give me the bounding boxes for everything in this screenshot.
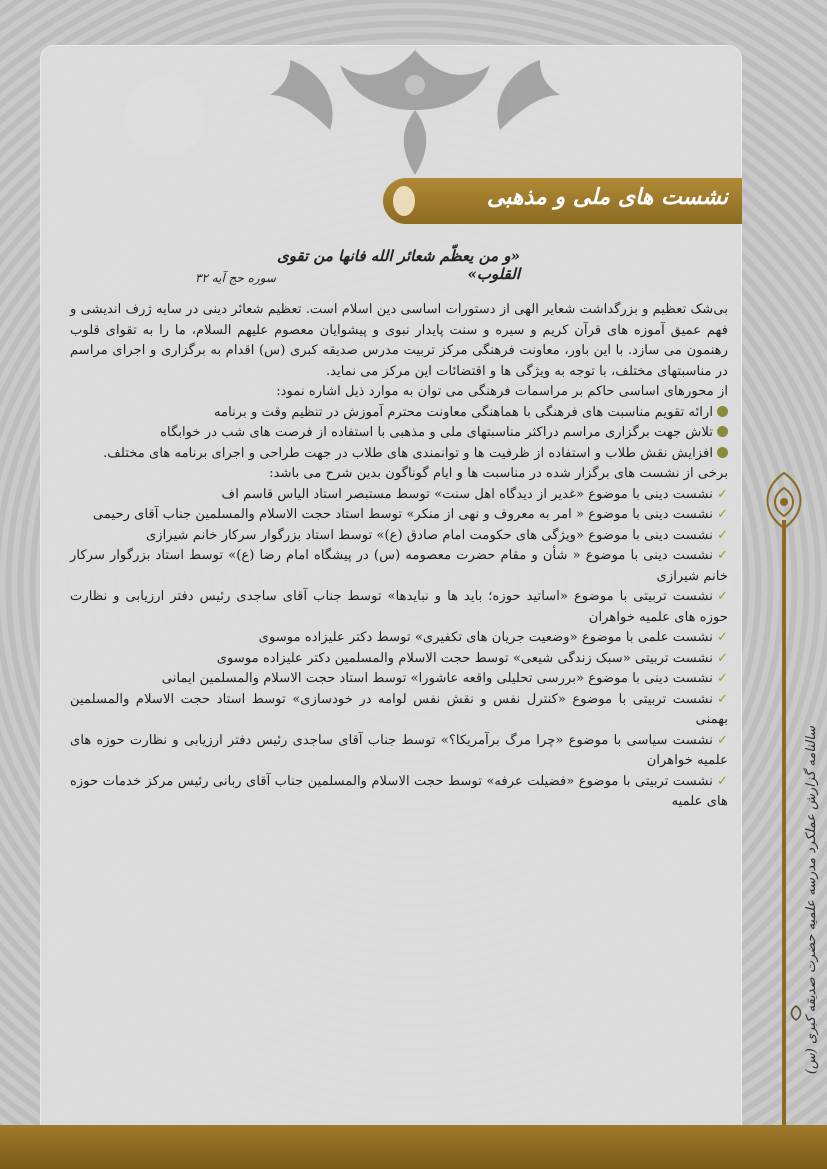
intro-paragraph: بی‌شک تعظیم و بزرگداشت شعایر الهی از دستورات اساسی دین اسلام است. تعظیم شعائر دینی در سایه ژرف اندیشی و فهم عمیق آموزه های قرآن کریم و سیره و سنت پایدار نبوی و پیشوایان معصوم علیهم السلام، ما را به تقوای قلوب رهنمون می سازد. با این باور، معاونت فرهنگی مرکز تربیت مدرس صدیقه کبری (س) اقدام به برگزاری و اجرای مراسم در مناسبتهای مختلف، با توجه به ویژگی ها و اقتضائات این مرکز می نماید. (70, 302, 728, 379)
session-item-text: نشست سیاسی با موضوع «چرا مرگ برآمریکا؟» توسط جناب آقای ساجدی رئیس دفتر ارزیابی و نظارت حوزه های علمیه خواهران (70, 732, 728, 768)
list-item (70, 669, 728, 690)
check-icon: ✓ (716, 773, 728, 789)
leaf-icon (788, 1005, 804, 1021)
list-item (70, 772, 728, 813)
session-item-text: نشست دینی با موضوع « شأن و مقام حضرت معصومه (س) در پیشگاه امام رضا (ع)» توسط استاد بزرگوار سرکار خانم شیرازی (70, 548, 728, 584)
check-icon: ✓ (716, 527, 728, 543)
footer-band (0, 1125, 827, 1169)
check-icon: ✓ (716, 486, 728, 502)
axis-item-text: افزایش نقش طلاب و استفاده از ظرفیت ها و توانمندی های طلاب در جهت طراحی و اجرای برنامه های مختلف. (103, 445, 713, 461)
check-icon: ✓ (716, 507, 728, 522)
section-title-band (383, 178, 742, 224)
list-item (70, 690, 728, 731)
section-title: نشست های ملی و مذهبی (486, 184, 728, 210)
list-item (70, 546, 728, 587)
list-item (70, 628, 728, 649)
bullet-dot-icon (717, 426, 728, 437)
quran-verse: «و من یعظّم شعائر الله فانها من تقوی القلوب» (276, 247, 520, 283)
side-caption: سالنامه گزارش عملکرد مدرسه علمیه حضرت صدیقه کبری (س) (804, 726, 819, 1075)
list-item (70, 526, 728, 547)
session-item-text: نشست دینی با موضوع «ویژگی های حکومت امام صادق (ع)» توسط استاد بزرگوار سرکار خانم شیرازی (145, 527, 713, 543)
check-icon: ✓ (716, 548, 728, 563)
bullet-dot-icon (717, 406, 728, 417)
session-item-text: نشست علمی با موضوع «وضعیت جریان های تکفیری» توسط دکتر علیزاده موسوی (258, 630, 713, 645)
verse-reference: سوره حج آیه ۳۲ (195, 271, 276, 285)
list-item (70, 485, 728, 506)
check-icon: ✓ (716, 589, 728, 604)
bullet-dot-icon (717, 447, 728, 458)
axis-item-text: تلاش جهت برگزاری مراسم دراکثر مناسبتهای ملی و مذهبی با استفاده از فرصت های شب در خوابگاه (160, 425, 713, 440)
check-icon: ✓ (716, 691, 728, 707)
list-item (70, 731, 728, 772)
list-item (70, 505, 728, 526)
side-divider (782, 520, 786, 1169)
list-item (70, 649, 728, 670)
session-item-text: نشست دینی با موضوع «غدیر از دیدگاه اهل سنت» توسط مستبصر استاد الیاس قاسم اف (221, 486, 713, 502)
list-item (70, 423, 728, 444)
check-icon: ✓ (716, 732, 728, 748)
session-item-text: نشست تربیتی با موضوع «کنترل نفس و نقش نفس لوامه در خودسازی» توسط استاد حجت الاسلام والمسلمین بهمنی (70, 691, 728, 727)
document-body (70, 300, 728, 813)
session-item-text: نشست دینی با موضوع « امر به معروف و نهی از منکر» توسط استاد حجت الاسلام والمسلمین جناب آقای رحیمی (92, 507, 713, 522)
sessions-intro: برخی از نشست های برگزار شده در مناسبت ها و ایام گوناگون بدین شرح می باشد: (269, 466, 728, 481)
session-item-text: نشست تربیتی با موضوع «فضیلت عرفه» توسط حجت الاسلام والمسلمین جناب آقای ربانی رئیس مرکز خدمات حوزه های علمیه (70, 773, 728, 809)
session-item-text: نشست تربیتی با موضوع «اساتید حوزه؛ باید ها و نبایدها» توسط جناب آقای ساجدی رئیس دفتر ارزیابی و نظارت حوزه های علمیه خواهران (70, 589, 728, 625)
floral-ornament-icon (250, 40, 580, 190)
list-item (70, 587, 728, 628)
axes-intro: از محورهای اساسی حاکم بر مراسمات فرهنگی می توان به موارد ذیل اشاره نمود: (276, 384, 728, 399)
check-icon: ✓ (716, 630, 728, 645)
session-item-text: نشست تربیتی «سبک زندگی شیعی» توسط حجت الاسلام والمسلمین دکتر علیزاده موسوی (216, 650, 713, 666)
session-item-text: نشست دینی با موضوع «بررسی تحلیلی واقعه عاشورا» توسط استاد حجت الاسلام والمسلمین ایمانی (161, 671, 713, 686)
check-icon: ✓ (716, 650, 728, 666)
check-icon: ✓ (716, 671, 728, 686)
axis-item-text: ارائه تقویم مناسبت های فرهنگی با هماهنگی معاونت محترم آموزش در تنظیم وقت و برنامه (213, 404, 713, 420)
list-item (70, 403, 728, 424)
list-item (70, 444, 728, 465)
